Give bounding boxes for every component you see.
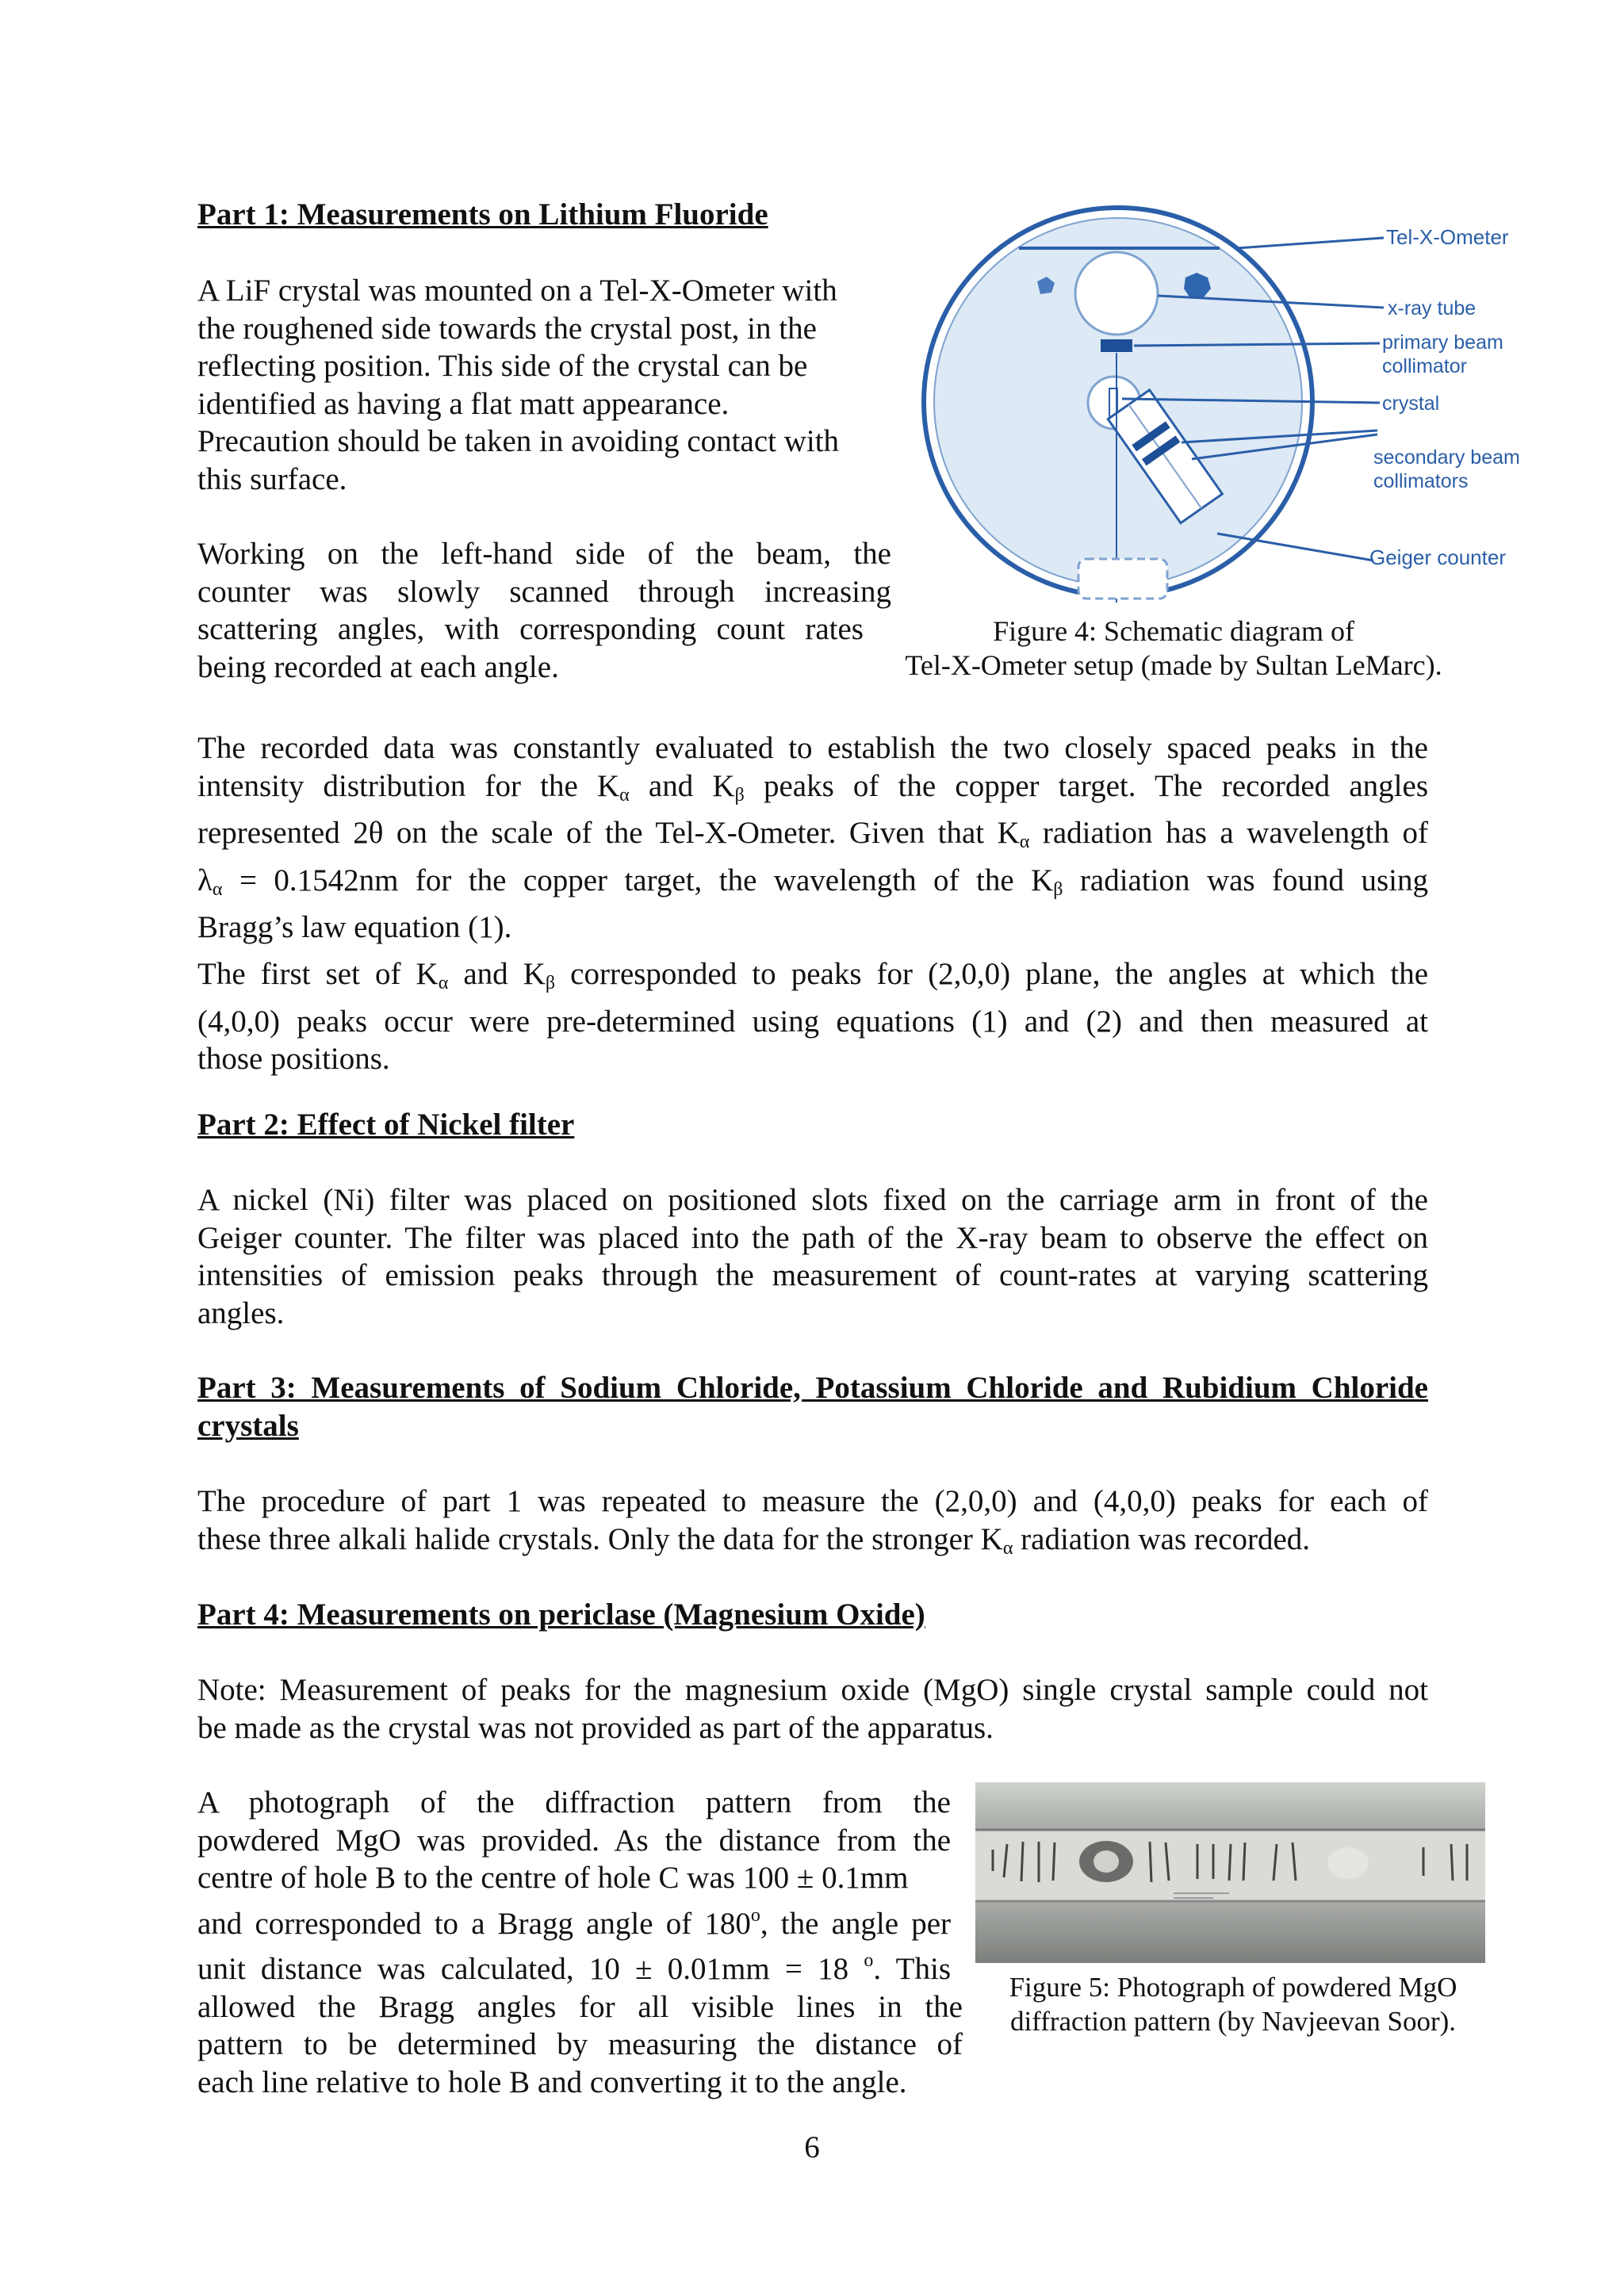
primary-collimator	[1101, 339, 1132, 352]
text-line: angles.	[197, 1295, 285, 1330]
part4-paragraph	[197, 1784, 963, 2101]
part4-heading: Part 4: Measurements on periclase (Magnesium Oxide)	[197, 1598, 925, 1632]
text-line: powdered MgO was provided. As the distance from the	[197, 1823, 951, 1858]
caption-line: diffraction pattern (by Navjeevan Soor).	[1009, 2006, 1457, 2037]
label-geiger-counter: Geiger counter	[1369, 545, 1506, 569]
figure4-caption	[896, 614, 1451, 683]
text-line: intensities of emission peaks through the measurement of count-rates at varying scattering	[197, 1258, 1428, 1292]
text-line: the roughened side towards the crystal post, in the	[197, 311, 817, 346]
part1-paragraph-2	[197, 535, 891, 686]
part1-paragraph-1	[197, 272, 895, 498]
part2-paragraph	[197, 1181, 1428, 1332]
text-line: each line relative to hole B and converting it to the angle.	[197, 2064, 907, 2099]
caption-line: Figure 5: Photograph of powdered MgO	[1009, 1972, 1457, 2003]
label-collimator: collimator	[1382, 355, 1467, 377]
mgo-diffraction-photograph	[975, 1782, 1485, 1963]
label-secondary-beam: secondary beam	[1373, 446, 1520, 469]
page-number: 6	[804, 2130, 820, 2164]
text-line: The first set of $K_\alpha$ and $K_\beta$ corresponded to peaks for (2,0,0) plane, the angles at which the	[197, 957, 1429, 993]
text-line: represented 2θ on the scale of the Tel-X-Ometer. Given that $K_\alpha$ radiation has a wavelength of	[197, 816, 1428, 852]
part3-paragraph	[197, 1483, 1428, 1567]
text-line: The recorded data was constantly evaluated to establish the two closely spaced peaks in the	[197, 731, 1428, 765]
text-line: pattern to be determined by measuring the distance of	[197, 2027, 963, 2061]
part2-heading: Part 2: Effect of Nickel filter	[197, 1108, 575, 1142]
part1-paragraph-4	[197, 955, 1428, 1078]
label-tel-x-ometer: Tel-X-Ometer	[1386, 225, 1509, 249]
label-primary-beam: primary beam	[1382, 331, 1503, 354]
text-line: identified as having a flat matt appearance.	[197, 386, 730, 421]
hole-c	[1327, 1847, 1369, 1879]
text-line: centre of hole B to the centre of hole C was 100 ± 0.1mm	[197, 1861, 909, 1895]
text-line: unit distance was calculated, 10 ± 0.01mm = 18 $^o$. This	[197, 1950, 951, 1986]
text-line: scattering angles, with corresponding count rates	[197, 612, 864, 646]
text-line: Bragg’s law equation (1).	[197, 910, 512, 944]
label-crystal: crystal	[1382, 392, 1440, 415]
text-line: and corresponded to a Bragg angle of 180$^o$, the angle per	[197, 1904, 951, 1941]
text-line: counter was slowly scanned through increasing	[197, 574, 891, 609]
label-collimators: collimators	[1373, 470, 1469, 492]
part1-paragraph-3	[197, 729, 1428, 947]
text-line: A nickel (Ni) filter was placed on positioned slots fixed on the carriage arm in front of the	[197, 1183, 1428, 1217]
caption-line: Tel-X-Ometer setup (made by Sultan LeMarc).	[905, 649, 1442, 681]
text-line: A photograph of the diffraction pattern from the	[197, 1785, 951, 1820]
heading-line: crystals	[197, 1408, 299, 1443]
text-line: reflecting position. This side of the crystal can be	[197, 349, 808, 383]
label-x-ray-tube: x-ray tube	[1388, 297, 1477, 320]
text-line: intensity distribution for the $K_\alpha$ and $K_\beta$ peaks of the copper target. The recorded angles	[197, 768, 1428, 806]
part4-note	[197, 1671, 1428, 1747]
text-line: Note: Measurement of peaks for the magnesium oxide (MgO) single crystal sample could not	[197, 1673, 1428, 1707]
text-line: Geiger counter. The filter was placed into the path of the X-ray beam to observe the effect on	[197, 1220, 1428, 1255]
text-line: A LiF crystal was mounted on a Tel-X-Ometer with	[197, 274, 837, 308]
part1-heading: Part 1: Measurements on Lithium Fluoride	[197, 197, 768, 232]
tel-x-ometer-diagram	[920, 202, 1538, 610]
geiger-counter	[1078, 559, 1167, 599]
text-line: (4,0,0) peaks occur were pre-determined using equations (1) and (2) and then measured at	[197, 1004, 1428, 1039]
heading-line: Part 3: Measurements of Sodium Chloride, Potassium Chloride and Rubidium Chloride	[197, 1371, 1428, 1405]
text-line: be made as the crystal was not provided as part of the apparatus.	[197, 1710, 994, 1745]
text-line: Precaution should be taken in avoiding contact with	[197, 424, 840, 458]
part3-heading	[197, 1369, 1428, 1445]
text-line: this surface.	[197, 461, 347, 496]
text-line: allowed the Bragg angles for all visible lines in the	[197, 1989, 963, 2024]
text-line: those positions.	[197, 1042, 390, 1076]
caption-line: Figure 4: Schematic diagram of	[993, 615, 1354, 647]
text-line: these three alkali halide crystals. Only the data for the stronger $K_\alpha$ radiation was recorded.	[197, 1521, 1311, 1559]
figure5-caption	[987, 1970, 1479, 2038]
x-ray-tube	[1075, 252, 1158, 335]
text-line: being recorded at each angle.	[197, 649, 559, 684]
text-line: The procedure of part 1 was repeated to measure the (2,0,0) and (4,0,0) peaks for each of	[197, 1484, 1428, 1518]
text-line: Working on the left-hand side of the beam, the	[197, 537, 891, 571]
text-line: $\lambda_\alpha = 0.1542nm$ for the copper target, the wavelength of the $K_\beta$ radiation was found using	[197, 863, 1428, 900]
